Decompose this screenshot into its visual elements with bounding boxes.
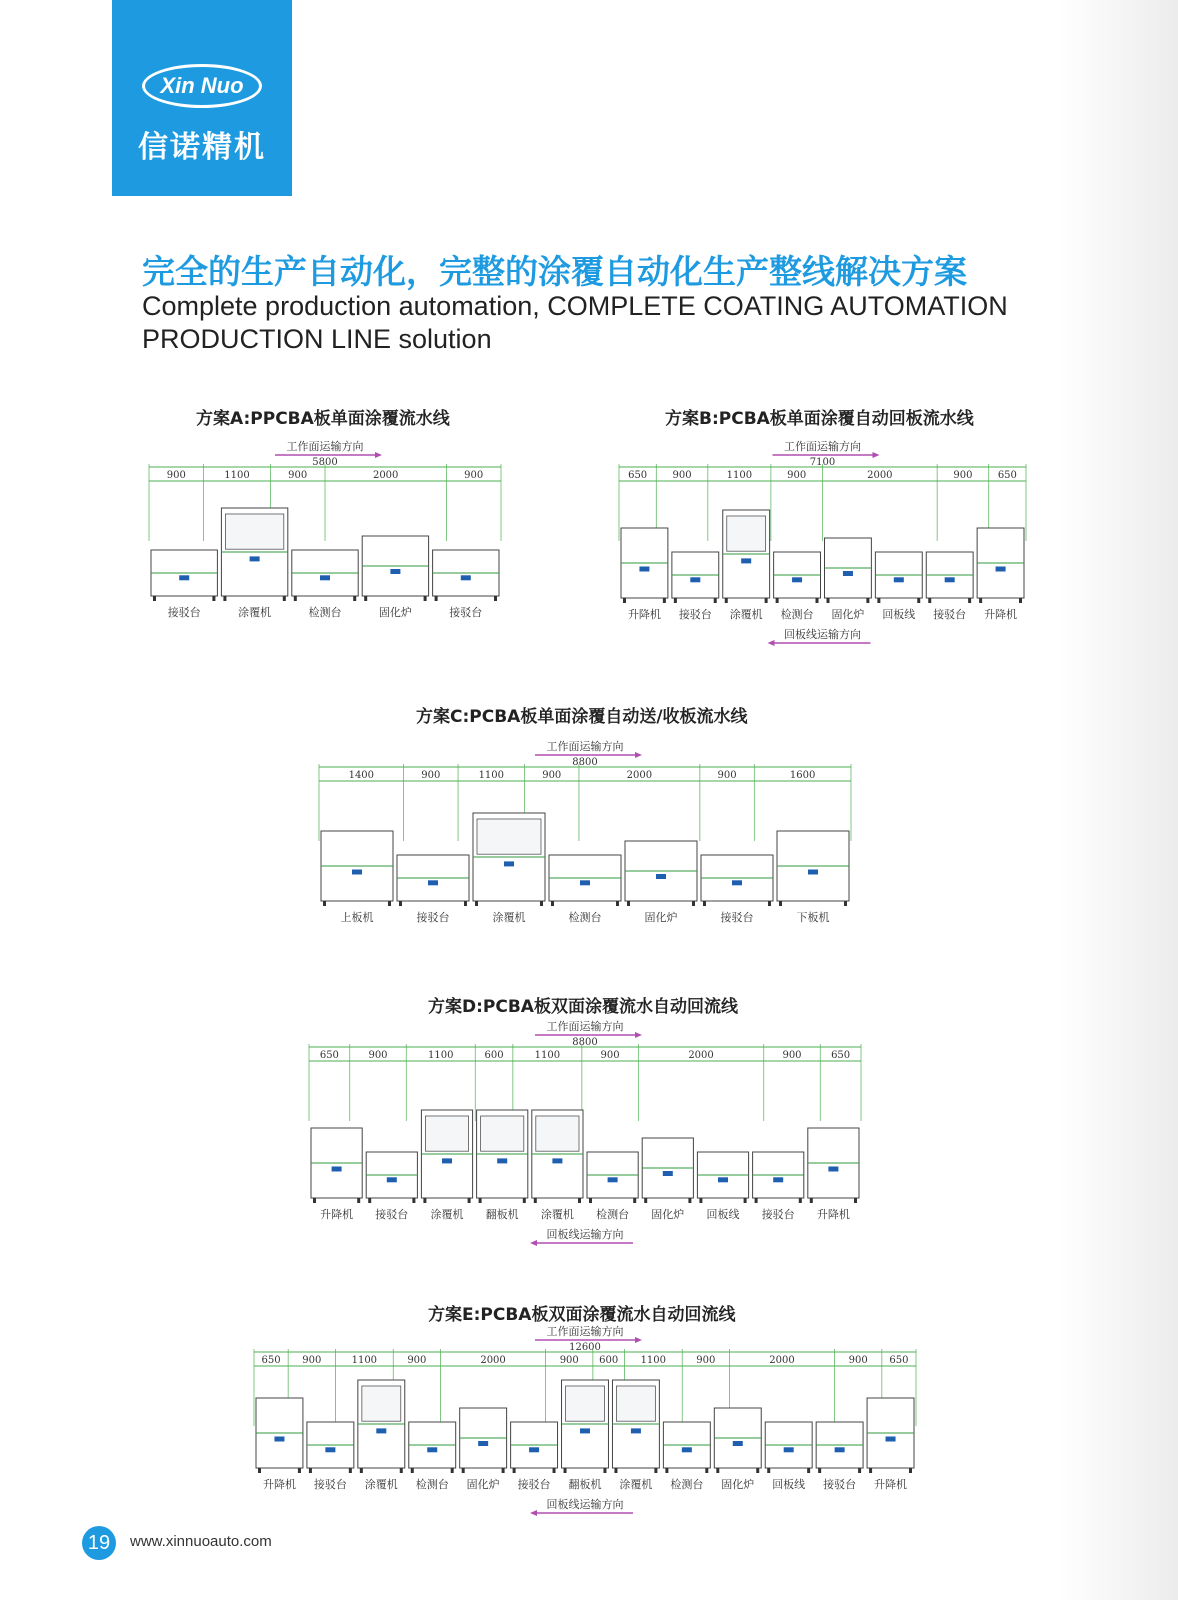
machine-label: 回板线 [706, 1208, 740, 1221]
machine-label: 接驳台 [313, 1478, 347, 1491]
machine-label: 接驳台 [761, 1208, 795, 1221]
machine-label: 检测台 [415, 1478, 449, 1491]
machine-label: 接驳台 [933, 608, 967, 621]
machine-label: 升降机 [262, 1478, 296, 1491]
machine-badge [580, 880, 590, 885]
machine-foot [692, 901, 695, 906]
machine-foot [412, 1198, 415, 1203]
machine-label: 回板线 [772, 1478, 806, 1491]
machine-foot [353, 596, 356, 601]
machine-foot [223, 596, 226, 601]
segment-dimension-label: 900 [407, 1355, 427, 1366]
machine-foot [827, 598, 830, 603]
machine-badge [608, 1177, 618, 1182]
segment-dimension-label: 2000 [688, 1050, 714, 1061]
segment-dimension-label: 900 [368, 1050, 388, 1061]
machine-foot [313, 1198, 316, 1203]
machine-label: 固化炉 [721, 1478, 755, 1491]
machine-label: 翻板机 [568, 1478, 602, 1491]
machine-label: 接驳台 [449, 606, 483, 619]
machine-badge [792, 577, 802, 582]
machine-foot [725, 598, 728, 603]
machine-foot [877, 598, 880, 603]
total-length-label: 12600 [569, 1342, 601, 1353]
machine-foot [283, 596, 286, 601]
machine-foot [323, 901, 326, 906]
machine-badge [179, 575, 189, 580]
page-number: 19 [82, 1526, 116, 1560]
machine-foot [464, 901, 467, 906]
machine-foot [468, 1198, 471, 1203]
machine-foot [909, 1468, 912, 1473]
machine-foot [400, 1468, 403, 1473]
machine-label: 接驳台 [823, 1478, 857, 1491]
machine-foot [212, 596, 215, 601]
machine-foot [858, 1468, 861, 1473]
machine-label: 接驳台 [375, 1208, 409, 1221]
segment-dimension-label: 1400 [348, 770, 375, 781]
machine-foot [423, 1198, 426, 1203]
machine-foot [928, 598, 931, 603]
total-length-label: 8800 [572, 757, 598, 768]
segment-dimension-label: 600 [599, 1355, 619, 1366]
segment-dimension-label: 2000 [372, 470, 399, 481]
machine-foot [411, 1468, 414, 1473]
machine-badge [828, 1167, 838, 1172]
machine-label: 翻板机 [485, 1208, 519, 1221]
return-direction-label: 回板线运输方向 [546, 1498, 624, 1511]
work-direction-label: 工作面运输方向 [546, 740, 624, 753]
machine-badge [773, 1177, 783, 1182]
machine-badge [996, 567, 1006, 572]
machine-badge [718, 1177, 728, 1182]
headline-cn: 完全的生产自动化，完整的涂覆自动化生产整线解决方案 [142, 252, 967, 291]
machine-label: 接驳台 [678, 608, 712, 621]
work-direction-label: 工作面运输方向 [546, 1325, 624, 1338]
machine-label: 检测台 [596, 1208, 630, 1221]
machine-badge [894, 577, 904, 582]
segment-dimension-label: 900 [600, 1050, 620, 1061]
segment-dimension-label: 1100 [428, 1050, 454, 1061]
machine-foot [553, 1468, 556, 1473]
machine-foot [816, 598, 819, 603]
machine-badge [504, 861, 514, 866]
machine-foot [654, 1468, 657, 1473]
machine-window [225, 514, 283, 549]
machine-badge [352, 870, 362, 875]
machine-badge [682, 1447, 692, 1452]
machine-foot [744, 1198, 747, 1203]
machine-badge [376, 1428, 386, 1433]
machine-badge [690, 577, 700, 582]
machine-foot [479, 1198, 482, 1203]
segment-dimension-label: 650 [831, 1050, 851, 1061]
machine-foot [755, 1198, 758, 1203]
machine-foot [298, 1468, 301, 1473]
segment-dimension-label: 900 [696, 1355, 716, 1366]
plan-b-diagram [615, 440, 1030, 650]
segment-dimension-label: 600 [484, 1050, 504, 1061]
machine-label: 检测台 [670, 1478, 704, 1491]
machine-foot [360, 1468, 363, 1473]
footer-url: www.xinnuoauto.com [130, 1533, 272, 1550]
machine-label: 涂覆机 [492, 911, 526, 924]
machine-badge [274, 1437, 284, 1442]
plan-a-title: 方案A:PPCBA板单面涂覆流水线 [196, 409, 450, 429]
machine-badge [886, 1437, 896, 1442]
machine-label: 固化炉 [378, 606, 412, 619]
segment-dimension-label: 650 [261, 1355, 281, 1366]
plan-e-diagram [250, 1325, 920, 1520]
machine-window [727, 516, 766, 551]
work-direction-arrowhead [635, 1337, 642, 1343]
machine-label: 升降机 [816, 1208, 850, 1221]
segment-dimension-label: 1100 [640, 1355, 667, 1366]
return-direction-arrowhead [530, 1510, 537, 1516]
machine-badge [741, 558, 751, 563]
machine-badge [808, 870, 818, 875]
headline-en: Complete production automation, COMPLETE COATING AUTOMATION PRODUCTION LINE solution [142, 291, 1008, 354]
machine-label: 涂覆机 [364, 1478, 398, 1491]
machine-window [616, 1386, 655, 1421]
brand-logo-block [112, 0, 292, 196]
machine-foot [564, 1468, 567, 1473]
machine-foot [424, 596, 427, 601]
machine-badge [663, 1171, 673, 1176]
segment-dimension-label: 1100 [224, 470, 250, 481]
machine-badge [732, 880, 742, 885]
machine-label: 接驳台 [517, 1478, 551, 1491]
return-direction-label: 回板线运输方向 [784, 628, 861, 641]
plan-e-title: 方案E:PCBA板双面涂覆流水自动回流线 [428, 1305, 736, 1325]
machine-foot [633, 1198, 636, 1203]
plan-b-title: 方案B:PCBA板单面涂覆自动回板流水线 [665, 409, 974, 429]
machine-foot [614, 1468, 617, 1473]
machine-foot [854, 1198, 857, 1203]
work-direction-arrowhead [635, 752, 642, 758]
segment-dimension-label: 650 [997, 470, 1017, 481]
segment-dimension-label: 900 [953, 470, 973, 481]
segment-dimension-label: 900 [672, 470, 692, 481]
machine-label: 涂覆机 [729, 608, 763, 621]
machine-badge [497, 1158, 507, 1163]
machine-foot [866, 598, 869, 603]
machine-foot [665, 1468, 668, 1473]
segment-dimension-label: 1100 [351, 1355, 378, 1366]
total-length-label: 7100 [809, 457, 836, 468]
segment-dimension-label: 1600 [789, 770, 816, 781]
machine-label: 涂覆机 [619, 1478, 653, 1491]
machine-foot [589, 1198, 592, 1203]
segment-dimension-label: 900 [717, 770, 737, 781]
machine-badge [733, 1441, 743, 1446]
machine-label: 涂覆机 [430, 1208, 464, 1221]
segment-dimension-label: 900 [421, 770, 441, 781]
machine-label: 接驳台 [720, 911, 754, 924]
brand-cn-name: 信诺精机 [138, 130, 266, 165]
machine-label: 检测台 [308, 606, 342, 619]
machine-badge [478, 1441, 488, 1446]
machine-foot [494, 596, 497, 601]
machine-label: 升降机 [320, 1208, 354, 1221]
machine-foot [705, 1468, 708, 1473]
plan-c-title: 方案C:PCBA板单面涂覆自动送/收板流水线 [416, 707, 748, 727]
machine-foot [462, 1468, 465, 1473]
machine-foot [399, 901, 402, 906]
machine-foot [776, 598, 779, 603]
machine-badge [387, 1177, 397, 1182]
machine-foot [779, 901, 782, 906]
machine-label: 接驳台 [167, 606, 201, 619]
machine-foot [523, 1198, 526, 1203]
return-direction-arrowhead [530, 1240, 537, 1246]
machine-label: 升降机 [627, 608, 661, 621]
brand-logo: Xin Nuo [142, 64, 262, 108]
machine-badge [639, 567, 649, 572]
machine-label: 固化炉 [831, 608, 865, 621]
machine-foot [534, 1198, 537, 1203]
machine-window [566, 1386, 605, 1421]
plan-d-diagram [305, 1020, 865, 1250]
machine-window [362, 1386, 401, 1421]
machine-window [536, 1116, 579, 1151]
machine-foot [714, 598, 717, 603]
segment-dimension-label: 2000 [626, 770, 653, 781]
segment-dimension-label: 900 [166, 470, 186, 481]
machine-foot [551, 901, 554, 906]
machine-foot [699, 1198, 702, 1203]
segment-dimension-label: 1100 [726, 470, 753, 481]
machine-badge [552, 1158, 562, 1163]
machine-label: 检测台 [568, 911, 602, 924]
machine-foot [756, 1468, 759, 1473]
machine-badge [843, 571, 853, 576]
machine-foot [765, 598, 768, 603]
machine-foot [451, 1468, 454, 1473]
machine-foot [979, 598, 982, 603]
machine-label: 接驳台 [416, 911, 450, 924]
machine-foot [623, 598, 626, 603]
machine-foot [258, 1468, 261, 1473]
machine-badge [427, 1447, 437, 1452]
machine-foot [869, 1468, 872, 1473]
segment-dimension-label: 2000 [480, 1355, 506, 1366]
machine-badge [835, 1447, 845, 1452]
segment-dimension-label: 650 [319, 1050, 339, 1061]
segment-dimension-label: 900 [782, 1050, 802, 1061]
plan-a-diagram [145, 440, 505, 630]
machine-foot [309, 1468, 312, 1473]
machine-foot [627, 901, 630, 906]
work-direction-arrowhead [635, 1032, 642, 1038]
segment-dimension-label: 900 [288, 470, 308, 481]
machine-label: 检测台 [780, 608, 814, 621]
machine-label: 固化炉 [644, 911, 678, 924]
segment-dimension-label: 1100 [478, 770, 505, 781]
machine-foot [844, 901, 847, 906]
machine-foot [799, 1198, 802, 1203]
page-edge-shadow [1058, 0, 1178, 1600]
machine-foot [716, 1468, 719, 1473]
segment-dimension-label: 2000 [867, 470, 893, 481]
machine-foot [294, 596, 297, 601]
plan-d-title: 方案D:PCBA板双面涂覆流水自动回流线 [428, 997, 738, 1017]
machine-foot [688, 1198, 691, 1203]
machine-foot [703, 901, 706, 906]
machine-badge [332, 1167, 342, 1172]
machine-badge [390, 569, 400, 574]
machine-foot [968, 598, 971, 603]
machine-window [425, 1116, 468, 1151]
machine-label: 升降机 [874, 1478, 908, 1491]
segment-dimension-label: 900 [848, 1355, 868, 1366]
machine-foot [674, 598, 677, 603]
machine-foot [435, 596, 438, 601]
machine-foot [768, 901, 771, 906]
machine-foot [767, 1468, 770, 1473]
machine-label: 涂覆机 [238, 606, 272, 619]
machine-badge [580, 1428, 590, 1433]
return-direction-arrowhead [768, 640, 775, 646]
machine-foot [818, 1468, 821, 1473]
segment-dimension-label: 1100 [534, 1050, 561, 1061]
segment-dimension-label: 650 [889, 1355, 909, 1366]
work-direction-arrowhead [873, 452, 880, 458]
machine-window [481, 1116, 524, 1151]
total-length-label: 8800 [572, 1037, 598, 1048]
machine-foot [644, 1198, 647, 1203]
segment-dimension-label: 650 [628, 470, 648, 481]
machine-foot [616, 901, 619, 906]
segment-dimension-label: 900 [787, 470, 807, 481]
machine-label: 涂覆机 [540, 1208, 574, 1221]
work-direction-label: 工作面运输方向 [784, 440, 861, 453]
machine-foot [578, 1198, 581, 1203]
machine-foot [388, 901, 391, 906]
segment-dimension-label: 900 [464, 470, 484, 481]
machine-label: 升降机 [984, 608, 1018, 621]
machine-foot [1019, 598, 1022, 603]
machine-label: 下板机 [796, 911, 830, 924]
machine-foot [810, 1198, 813, 1203]
machine-foot [603, 1468, 606, 1473]
work-direction-arrowhead [375, 452, 382, 458]
machine-foot [153, 596, 156, 601]
machine-badge [442, 1158, 452, 1163]
machine-badge [428, 880, 438, 885]
machine-foot [475, 901, 478, 906]
machine-badge [945, 577, 955, 582]
machine-foot [807, 1468, 810, 1473]
work-direction-label: 工作面运输方向 [546, 1020, 624, 1033]
machine-label: 固化炉 [466, 1478, 500, 1491]
machine-badge [784, 1447, 794, 1452]
machine-badge [250, 556, 260, 561]
segment-dimension-label: 900 [542, 770, 562, 781]
machine-foot [540, 901, 543, 906]
machine-label: 固化炉 [651, 1208, 685, 1221]
segment-dimension-label: 2000 [769, 1355, 795, 1366]
machine-label: 上板机 [340, 911, 374, 924]
total-length-label: 5800 [312, 457, 338, 468]
machine-badge [320, 575, 330, 580]
machine-foot [663, 598, 666, 603]
return-direction-label: 回板线运输方向 [546, 1228, 624, 1241]
machine-foot [917, 598, 920, 603]
machine-foot [357, 1198, 360, 1203]
machine-badge [631, 1428, 641, 1433]
machine-badge [325, 1447, 335, 1452]
machine-foot [502, 1468, 505, 1473]
machine-foot [349, 1468, 352, 1473]
segment-dimension-label: 900 [302, 1355, 322, 1366]
machine-foot [364, 596, 367, 601]
machine-label: 回板线 [882, 608, 916, 621]
machine-badge [529, 1447, 539, 1452]
segment-dimension-label: 900 [559, 1355, 579, 1366]
plan-c-diagram [315, 740, 855, 935]
machine-window [477, 819, 541, 854]
machine-foot [368, 1198, 371, 1203]
work-direction-label: 工作面运输方向 [286, 440, 364, 453]
machine-badge [461, 575, 471, 580]
machine-foot [513, 1468, 516, 1473]
machine-badge [656, 874, 666, 879]
